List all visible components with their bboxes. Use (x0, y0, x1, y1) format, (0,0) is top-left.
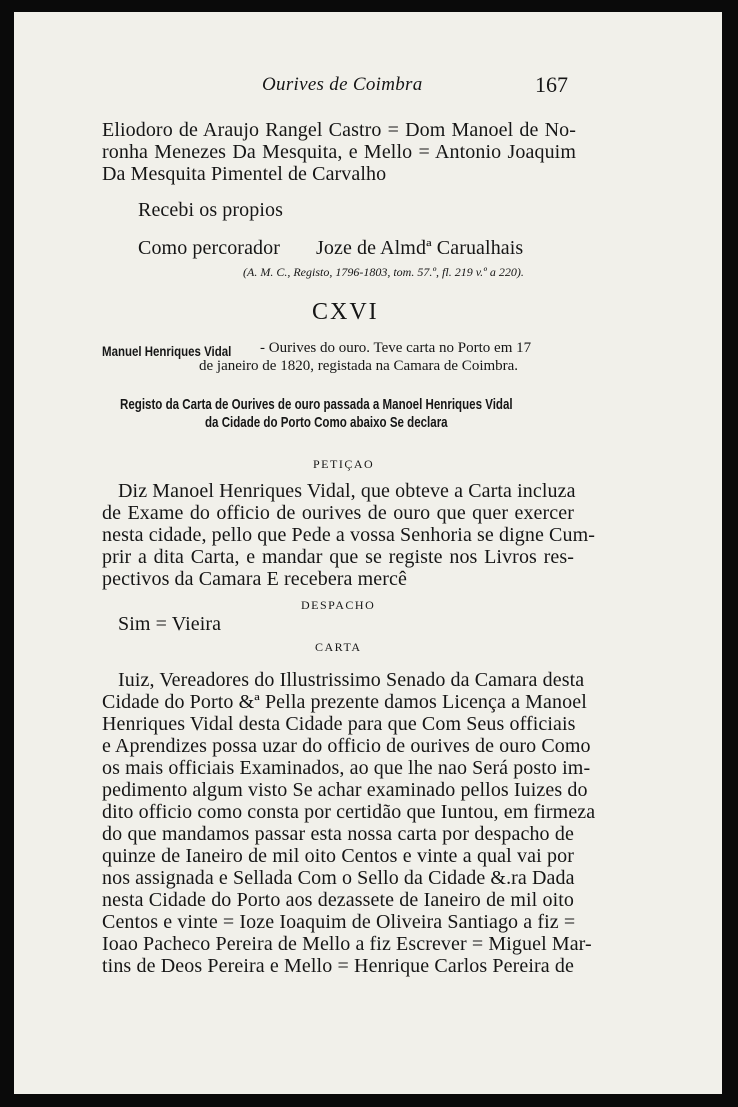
text-line: Cidade do Porto &ª Pella prezente damos Licença a Manoel (102, 691, 587, 713)
entry-number: CXVI (312, 299, 379, 325)
text-line: Eliodoro de Araujo Rangel Castro = Dom Manoel de No- (102, 119, 576, 141)
text-line: e Aprendizes possa uzar do officio de ourives de ouro Como (102, 735, 591, 757)
entry-description: de janeiro de 1820, registada na Camara de Coimbra. (199, 358, 519, 374)
text-line: Ioao Pacheco Pereira de Mello a fiz Escrever = Miguel Mar- (102, 933, 592, 955)
text-line: Iuiz, Vereadores do Illustrissimo Senado da Camara desta (118, 669, 585, 691)
page-number: 167 (535, 72, 568, 97)
text-line: do que mandamos passar esta nossa carta por despacho de (102, 823, 574, 845)
text-line: nesta cidade, pello que Pede a vossa Senhoria se digne Cum- (102, 524, 595, 546)
text-line: pectivos da Camara E recebera mercê (102, 568, 407, 590)
section-heading-despacho: DESPACHO (301, 598, 376, 612)
archive-citation: (A. M. C., Registo, 1796-1803, tom. 57.º, fl. 219 v.º a 220). (243, 265, 524, 279)
signature-left: Como percorador (138, 237, 281, 259)
document-title: Registo da Carta de Ourives de ouro passada a Manoel Henriques Vidal (120, 396, 513, 413)
text-line: nos assignada e Sellada Com o Sello da Cidade &.ra Dada (102, 867, 575, 889)
text-line: quinze de Ianeiro de mil oito Centos e vinte a qual vai por (102, 845, 574, 867)
text-line: pedimento algum visto Se achar examinado pellos Iuizes do (102, 779, 588, 801)
text-line: nesta Cidade do Porto aos dezassete de Ianeiro de mil oito (102, 889, 574, 911)
text-line: Henriques Vidal desta Cidade para que Com Seus officiais (102, 713, 576, 735)
text-line: dito officio como consta por certidão que Iuntou, em firmeza (102, 801, 596, 823)
document-title: da Cidade do Porto Como abaixo Se declara (205, 414, 448, 431)
text-line: de Exame do officio de ourives de ouro que quer exercer (102, 502, 574, 524)
entry-description: - Ourives do ouro. Teve carta no Porto em 17 (260, 340, 532, 356)
text-line: os mais officiais Examinados, ao que lhe nao Será posto im- (102, 757, 591, 779)
text-line: tins de Deos Pereira e Mello = Henrique Carlos Pereira de (102, 955, 574, 977)
section-heading-carta: CARTA (315, 640, 362, 654)
signature-right: Joze de Almdª Carualhais (316, 237, 524, 259)
text-line: Diz Manoel Henriques Vidal, que obteve a Carta incluza (118, 480, 576, 502)
despacho-text: Sim = Vieira (118, 613, 222, 635)
recebi-line: Recebi os propios (138, 199, 284, 221)
running-title: Ourives de Coimbra (262, 74, 423, 95)
text-line: ronha Menezes Da Mesquita, e Mello = Antonio Joaquim (102, 141, 576, 163)
entry-name: Manuel Henriques Vidal (102, 343, 232, 359)
section-heading-peticao: PETIÇAO (313, 457, 375, 471)
text-line: Da Mesquita Pimentel de Carvalho (102, 163, 387, 185)
text-line: Centos e vinte = Ioze Ioaquim de Oliveira Santiago a fiz = (102, 911, 576, 933)
text-line: prir a dita Carta, e mandar que se registe nos Livros res- (102, 546, 574, 568)
book-page (14, 12, 722, 1094)
